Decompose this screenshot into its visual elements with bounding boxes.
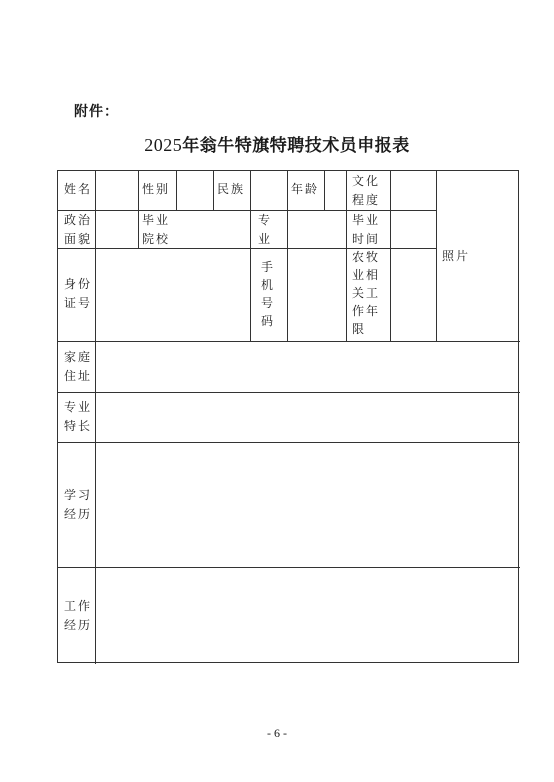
title-text: 年翁牛特旗特聘技术员申报表 <box>182 136 410 156</box>
label-experience-years: 农牧 业相 关工 作年 限 <box>352 250 381 336</box>
label-id-number: 身份 证号 <box>64 277 93 310</box>
page-title <box>0 131 554 156</box>
row-divider <box>58 567 520 568</box>
col-divider <box>176 171 177 210</box>
col-divider <box>213 171 214 210</box>
col-divider <box>324 171 325 210</box>
label-education: 文化 程度 <box>352 174 381 207</box>
title-year: 2025 <box>144 135 183 155</box>
attachment-label: 附件： <box>74 104 119 120</box>
label-photo: 照片 <box>442 249 471 263</box>
row-divider <box>58 442 520 443</box>
col-divider <box>138 171 139 248</box>
label-major: 专 业 <box>258 213 273 246</box>
label-age: 年龄 <box>291 182 320 196</box>
label-gender: 性别 <box>142 182 171 196</box>
application-form-table <box>57 170 519 663</box>
label-phone: 手 机 号 码 <box>261 260 276 328</box>
row-divider <box>58 341 520 342</box>
col-divider <box>287 171 288 341</box>
label-graduation-time: 毕业 时间 <box>352 213 381 246</box>
label-home-address: 家庭 住址 <box>64 350 93 383</box>
label-work-history: 工作 经历 <box>64 599 93 632</box>
label-study-history: 学习 经历 <box>64 488 93 521</box>
col-divider <box>390 171 391 341</box>
label-graduated-school: 毕业 院校 <box>142 213 171 246</box>
col-divider <box>346 171 347 341</box>
label-political-status: 政治 面貌 <box>64 213 93 246</box>
label-ethnicity: 民族 <box>217 182 246 196</box>
col-divider <box>436 171 437 341</box>
col-divider <box>95 171 96 664</box>
label-name: 姓名 <box>64 182 93 196</box>
row-divider <box>58 392 520 393</box>
col-divider <box>250 171 251 341</box>
label-specialty: 专业 特长 <box>64 400 93 433</box>
page-number: - 6 - <box>267 726 287 740</box>
